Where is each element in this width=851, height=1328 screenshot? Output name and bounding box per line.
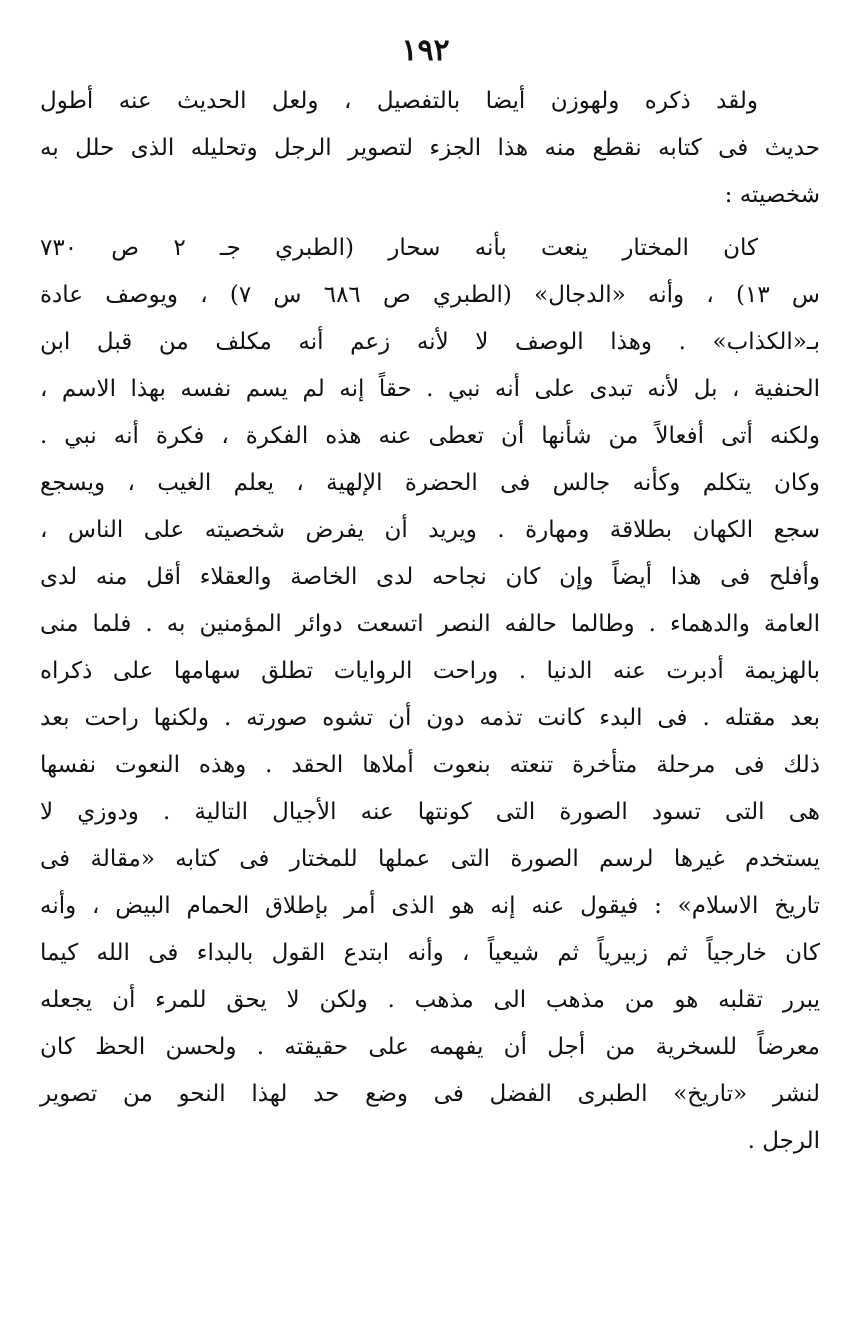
text-line: بعد مقتله . فى البدء كانت تذمه دون أن تشوه صورته . ولكنها راحت بعد [40,705,820,731]
text-line: كان المختار ينعت بأنه سحار (الطبري جـ ٢ ص ٧٣٠ [40,235,758,261]
text-line: تاريخ الاسلام» : فيقول عنه إنه هو الذى أمر بإطلاق الحمام البيض ، وأنه [40,893,820,919]
text-line: شخصيته : [724,182,820,208]
text-line: وأفلح فى هذا أيضاً وإن كان نجاحه لدى الخاصة والعقلاء أقل منه لدى [40,564,820,590]
paragraph-mukhtar [40,225,820,1165]
text-line: بالهزيمة أدبرت عنه الدنيا . وراحت الروايات تطلق سهامها على ذكراه [40,658,820,684]
text-line: كان خارجياً ثم زبيرياً ثم شيعياً ، وأنه ابتدع القول بالبداء فى الله كيما [40,940,820,966]
text-line: بـ«الكذاب» . وهذا الوصف لا لأنه زعم أنه مكلف من قبل ابن [40,329,820,355]
body-text [40,78,820,1165]
text-line: س ١٣) ، وأنه «الدجال» (الطبري ص ٦٨٦ س ٧) ، ويوصف عادة [40,282,821,308]
text-line: سجع الكهان بطلاقة ومهارة . ويريد أن يفرض شخصيته على الناس ، [40,517,820,543]
page-number: ١٩٢ [401,33,450,68]
text-line: يستخدم غيرها لرسم الصورة التى عملها للمختار فى كتابه «مقالة فى [40,846,820,872]
text-line: الرجل . [747,1128,820,1154]
text-line: ذلك فى مرحلة متأخرة تنعته بنعوت أملاها الحقد . وهذه النعوت نفسها [40,752,820,778]
text-line: معرضاً للسخرية من أجل أن يفهمه على حقيقته . ولحسن الحظ كان [40,1034,820,1060]
text-line: ولقد ذكره ولهوزن أيضا بالتفصيل ، ولعل الحديث عنه أطول [40,88,758,114]
text-line: حديث فى كتابه نقطع منه هذا الجزء لتصوير الرجل وتحليله الذى حلل به [40,135,820,161]
text-line: يبرر تقلبه هو من مذهب الى مذهب . ولكن لا يحق للمرء أن يجعله [40,987,820,1013]
paragraph-intro [40,78,820,219]
text-line: الحنفية ، بل لأنه تبدى على أنه نبي . حقاً إنه لم يسم نفسه بهذا الاسم ، [40,376,820,402]
text-line: العامة والدهماء . وطالما حالفه النصر اتسعت دوائر المؤمنين به . فلما منى [40,611,820,637]
text-line: لنشر «تاريخ» الطبرى الفضل فى وضع حد لهذا النحو من تصوير [40,1081,820,1107]
text-line: وكان يتكلم وكأنه جالس فى الحضرة الإلهية ، يعلم الغيب ، ويسجع [40,470,820,496]
text-line: ولكنه أتى أفعالاً من شأنها أن تعطى عنه هذه الفكرة ، فكرة أنه نبي . [40,423,820,449]
text-line: هى التى تسود الصورة التى كونتها عنه الأجيال التالية . ودوزي لا [40,799,820,825]
